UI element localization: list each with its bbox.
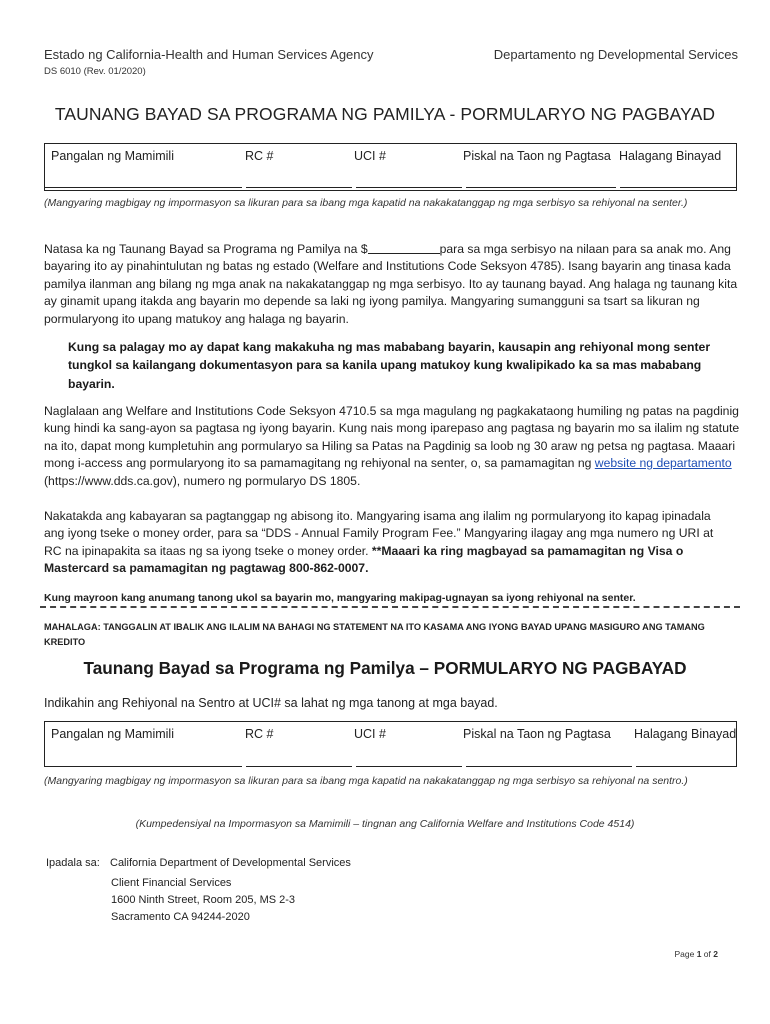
payment-stub-table [44, 721, 737, 767]
lower-fee-notice: Kung sa palagay mo ay dapat kang makakuha ng mas mababang bayarin, kausapin ang rehiyonal mong senter tungkol sa kailangang dokumentasyon para sa kanila upang matukoy kung kwalipikado ka sa mas mababang bayarin. [68, 340, 711, 391]
send-to-label: Ipadala sa: [46, 857, 100, 869]
tear-line [40, 606, 740, 608]
important-notice: MAHALAGA: TANGGALIN AT IBALIK ANG ILALIM NA BAHAGI NG STATEMENT NA ITO KASAMA ANG IYONG BAYAD UPANG MASIGURO ANG TAMANG KREDITO [44, 622, 705, 647]
stub-rc-field[interactable] [246, 766, 352, 767]
department-website-link[interactable]: website ng departamento [594, 456, 732, 471]
card-payment-note: **Maaari ka ring magbayad sa pamamagitan ng Visa o Mastercard sa pamamagitan ng pagtawag 800-862-0007. [44, 543, 684, 576]
stub-uci-label: UCI # [354, 727, 386, 741]
fair-hearing-paragraph [44, 403, 740, 490]
fiscal-year-label: Piskal na Taon ng Pagtasa [463, 149, 611, 163]
instruction-text: Indikahin ang Rehiyonal na Sentro at UCI# sa lahat ng mga tanong at mga bayad. [44, 696, 498, 710]
address-line-3: 1600 Ninth Street, Room 205, MS 2-3 [111, 894, 296, 906]
address-line-1: California Department of Developmental Services [110, 857, 351, 869]
page-prefix: Page [674, 949, 695, 959]
fair-hearing-text: Naglalaan ang Welfare and Institutions Code Seksyon 4710.5 sa mga magulang ng pagkakataong humiling ng patas na pagdinig kung hindi ka sang-ayon sa pagtasa ng iyong bayarin. Kung nais mong iparepaso ang pagtasa ng bayarin mo sa ilalim ng statute na ito, dapat mong kumpletuhin ang pormularyo sa Hiling sa Patas na Pagdinig sa loob ng 30 araw ng petsa ng pagtasa. Maaari mong i-access ang pormularyong ito sa pamamagitang ng rehiyonal na senter, o, sa pamamagitan ng [44, 404, 740, 471]
fee-assessment-paragraph [44, 241, 740, 328]
page-number [674, 949, 718, 959]
form-number: DS 6010 (Rev. 01/2020) [44, 66, 146, 77]
amount-paid-field[interactable] [620, 187, 736, 188]
mailing-address [110, 855, 351, 926]
stub-uci-field[interactable] [356, 766, 462, 767]
fair-hearing-tail: (https://www.dds.ca.gov), numero ng pormularyo DS 1805. [44, 473, 361, 488]
fee-tail-text: para sa mga serbisyo na nilaan para sa anak mo. Ang bayaring ito ay pinahintulutan ng batas ng estado (Welfare and Institutions Code Seksyon 4785). Isang bayarin ang tinasa kada pamilya ilanman ang bilang ng mga anak na nakakatanggap ng mga serbisyo. Ito ay taunang bayad. Ang halaga ng taunang kita ay ginamit upang itakda ang bayarin mo depende sa laki ng iyong pamilya. Mangyaring sumangguni sa tsart sa likuran ng pormularyong ito upang matukoy ang halaga ng bayarin. [44, 242, 738, 326]
confidential-note: (Kumpedensiyal na Impormasyon sa Mamimili – tingnan ang California Welfare and Institutions Code 4514) [135, 818, 635, 830]
department-name: Departamento ng Developmental Services [493, 47, 738, 62]
fiscal-year-field[interactable] [466, 187, 616, 188]
stub-amount-paid-label: Halagang Binayad [634, 727, 737, 741]
payment-info-table [44, 143, 737, 191]
payment-paragraph [44, 508, 734, 578]
uci-field[interactable] [356, 187, 462, 188]
payment-text: Nakatakda ang kabayaran sa pagtanggap ng abisong ito. Mangyaring isama ang ilalim ng pormularyong ito kapag ipinadala ang iyong tseke o money order, para sa “DDS - Annual Family Program Fee.” Mangyaring ilagay ang mga numero ng URI at RC na ipinapakita sa itaas ng sa iyong tseke o money order. [44, 509, 714, 558]
stub-payor-name-field[interactable] [45, 766, 242, 767]
siblings-note: (Mangyaring magbigay ng impormasyon sa likuran para sa ibang mga kapatid na nakakatanggap ng mga serbisyo sa rehiyonal na senter.) [44, 197, 688, 209]
payment-form-title: Taunang Bayad sa Programa ng Pamilya – PORMULARYO NG PAGBAYAD [83, 658, 687, 678]
page-title: TAUNANG BAYAD SA PROGRAMA NG PAMILYA - PORMULARYO NG PAGBAYAD [54, 104, 716, 124]
amount-paid-label: Halagang Binayad [619, 149, 722, 163]
payor-name-label: Pangalan ng Mamimili [51, 149, 174, 163]
stub-fiscal-year-field[interactable] [466, 766, 632, 767]
stub-amount-paid-field[interactable] [636, 766, 736, 767]
page-total: 2 [713, 949, 718, 959]
address-line-4: Sacramento CA 94244-2020 [111, 911, 250, 923]
agency-name: Estado ng California-Health and Human Services Agency [44, 47, 374, 62]
fee-lead-text: Natasa ka ng Taunang Bayad sa Programa ng Pamilya na $ [44, 242, 368, 256]
uci-label: UCI # [354, 149, 386, 163]
rc-label: RC # [245, 149, 274, 163]
fee-amount-blank [368, 242, 440, 254]
stub-siblings-note: (Mangyaring magbigay ng impormasyon sa likuran para sa ibang mga kapatid na nakakatanggap ng mga serbisyo sa rehiyonal na sentro.) [44, 775, 688, 787]
stub-rc-label: RC # [245, 727, 274, 741]
address-line-2: Client Financial Services [111, 877, 232, 889]
page-current: 1 [696, 949, 702, 959]
page-of: of [703, 949, 711, 959]
questions-note: Kung mayroon kang anumang tanong ukol sa bayarin mo, mangyaring makipag-ugnayan sa iyong rehiyonal na senter. [44, 592, 636, 604]
rc-field[interactable] [246, 187, 352, 188]
stub-payor-name-label: Pangalan ng Mamimili [51, 727, 174, 741]
payor-name-field[interactable] [45, 187, 242, 188]
stub-fiscal-year-label: Piskal na Taon ng Pagtasa [463, 727, 611, 741]
